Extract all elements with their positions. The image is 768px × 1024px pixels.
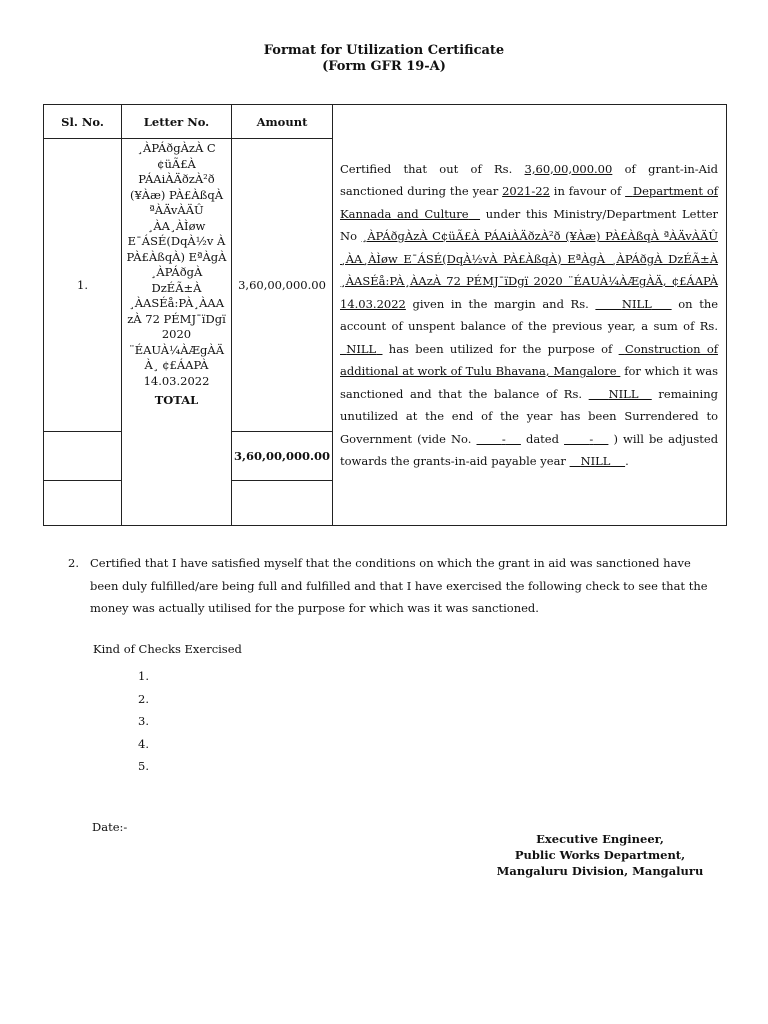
vide-date: - [589,431,594,446]
sanction-amount: 3,60,00,000.00 [524,161,613,176]
section-2-text: Certified that I have satisfied myself that the conditions on which the grant in aid was sanctioned have been duly fulfilled/are being full and fulfilled and that I have exercised the following check to see that the money was actually utilised for the purpose for which was it was sanctioned. [90,556,708,615]
letter-reference: ¸ÀPÁðgÀzÀ C¢üÃ£À PÁAiÀÄðzÀ²ð (¥Àæ) PÀ£ÀßqÀ ªÀÄvÀÄÛ ¸ÀA¸ÀÌøw E¯ÁSÉ(DqÀ½vÀ PÀ£ÀßqÀ) EªÀgÀ ¸ÀPÁðgÀ DzÉÃ±À ¸ÀASÉå:PÀ¸ÀAzÀ 72 PÉMJ¯ïDgï 2020 ¨ÉAUÀ¼ÀÆgÀÄ, ¢£ÁAPÀ 14.03.2022 [340,229,719,311]
empty-sl-cell [44,481,122,526]
header-letter-no: Letter No. [122,105,232,139]
utilized-amount: NILL [346,341,377,356]
section-2-number: 2. [68,556,79,570]
signature-block [470,831,730,879]
header-sl-no: Sl. No. [44,105,122,139]
signature-department: Public Works Department, [514,848,686,862]
check-item: 5. [138,759,149,773]
document-subtitle: (Form GFR 19-A) [322,59,446,74]
empty-amount-cell [232,481,333,526]
certificate-text: Certified that out of Rs. 3,60,00,000.00 of grant-in-Aid sanctioned during the year 2021-22 in favour of Department of Kannada and Culture under this Ministry/Department Letter No ¸ÀPÁðgÀzÀ C¢üÃ£À PÁAiÀÄðzÀ²ð (¥Àæ) PÀ£ÀßqÀ ªÀÄvÀÄÛ ¸ÀA¸ÀÌøw E¯ÁSÉ(DqÀ½vÀ PÀ£ÀßqÀ) EªÀgÀ ¸ÀPÁðgÀ DzÉÃ±À ¸ÀASÉå:PÀ¸ÀAzÀ 72 PÉMJ¯ïDgï 2020 ¨ÉAUÀ¼ÀÆgÀÄ, ¢£ÁAPÀ 14.03.2022 given in the margin and Rs. NILL on the account of unspent balance of the previous year, a sum of Rs. NILL has been utilized for the purpose of Construction of additional at work of Tulu Bhavana, Mangalore for which it was sanctioned and that the balance of Rs. NILL remaining unutilized at the end of the year has been Surrendered to Government (vide No. - dated - ) will be adjusted towards the grants-in-aid payable year NILL . [333,105,727,526]
purpose-text: Construction of additional at work of Tulu Bhavana, Mangalore [340,341,719,378]
balance-amount: NILL [608,386,639,401]
vide-number: - [501,431,506,446]
date-label: Date:- [92,820,128,834]
section-2 [68,552,718,620]
utilization-table [43,104,727,526]
row-sl-no: 1. [44,139,122,432]
checks-list [138,665,149,778]
document-title: Format for Utilization Certificate [263,43,505,58]
total-sl-empty [44,432,122,481]
unspent-balance: NILL [621,296,652,311]
row-letter-no [122,139,232,526]
check-item: 1. [138,669,149,683]
department-name: Department of Kannada and Culture [340,184,719,221]
total-amount: 3,60,00,000.00 [232,432,333,481]
header-amount: Amount [232,105,333,139]
signature-division: Mangaluru Division, Mangaluru [496,864,704,878]
checks-heading: Kind of Checks Exercised [93,642,242,656]
check-item: 3. [138,714,149,728]
check-item: 2. [138,691,149,706]
signature-title: Executive Engineer, [536,832,664,846]
row-amount: 3,60,00,000.00 [232,139,333,432]
letter-number-text: ¸ÀPÁðgÀzÀ C ¢üÃ£À PÁAiÀÄðzÀ²ð (¥Àæ) PÀ£ÀßqÀ ªÀÄvÀÄÛ ¸ÀA¸ÀÌøw E¯ÁSÉ(DqÀ½v À PÀ£ÀßqÀ) EªÀgÀ ¸ÀPÁðgÀ DzÉÃ±À ¸ÀASÉå:PÀ¸ÀAA zÀ 72 PÉMJ¯ïDgï 2020 ¨ÉAUÀ¼ÀÆgÀÄ À¸ ¢£ÁAPÀ 14.03.2022 [126,141,227,388]
check-item: 4. [138,736,149,751]
sanction-year: 2021-22 [502,184,550,198]
total-label: TOTAL [154,393,199,407]
payable-year: NILL [580,454,611,468]
